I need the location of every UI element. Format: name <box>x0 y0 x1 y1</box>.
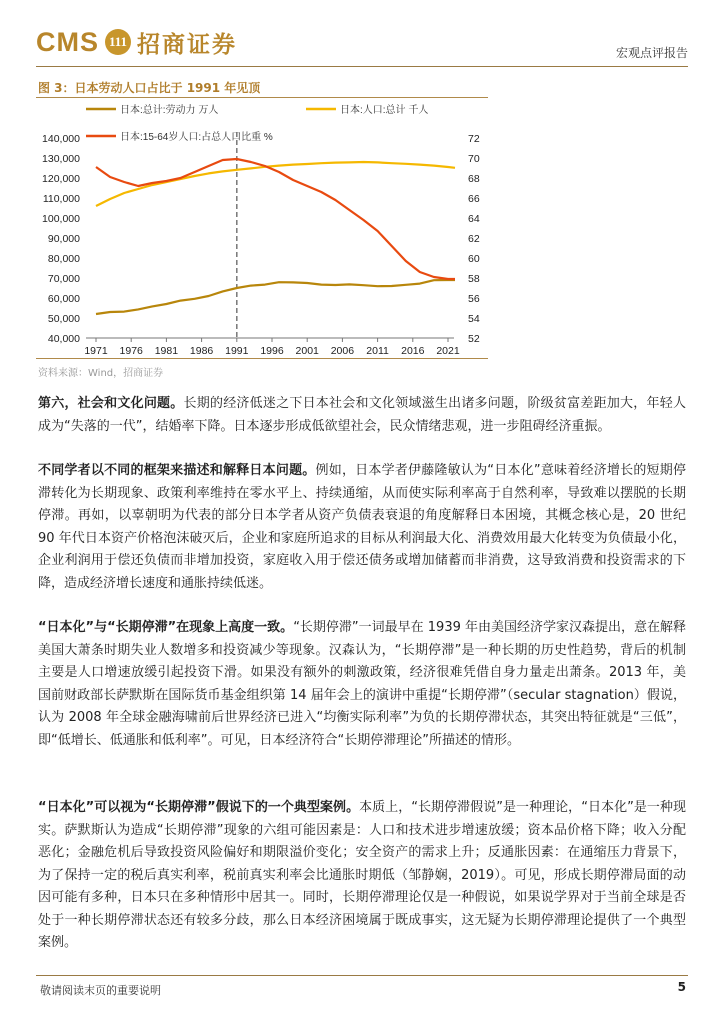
x-tick-label: 1976 <box>119 345 143 357</box>
right-tick-label: 70 <box>468 153 480 165</box>
header-divider <box>36 66 688 67</box>
line-chart <box>36 98 488 358</box>
chart-series <box>96 159 455 314</box>
legend-label: 日本:15-64岁人口:占总人口比重 % <box>120 132 273 143</box>
x-tick-label: 1986 <box>189 345 214 357</box>
x-tick-label: 2011 <box>366 345 389 357</box>
right-tick-label: 62 <box>468 233 480 245</box>
left-tick-label: 40,000 <box>47 333 80 345</box>
footer-disclaimer: 敬请阅读末页的重要说明 <box>40 984 161 997</box>
right-tick-label: 52 <box>468 333 480 345</box>
paragraph-text: 长期的经济低迷之下日本社会和文化领域滋生出诸多问题，阶级贫富差距加大，年轻人成为“失落的一代”，结婚率下降。日本逐步形成低欲望社会，民众情绪悲观，进一步阻碍经济重振。 <box>38 396 686 434</box>
right-tick-label: 72 <box>468 133 480 145</box>
left-tick-label: 70,000 <box>47 273 80 285</box>
right-tick-label: 68 <box>468 173 480 185</box>
left-tick-label: 50,000 <box>47 313 80 325</box>
x-tick-label: 2006 <box>330 345 355 357</box>
x-tick-label: 1981 <box>154 345 179 357</box>
paragraph-frameworks <box>38 460 686 595</box>
logo-latin: CMS <box>36 26 99 57</box>
logo-chinese: 招商证券 <box>137 31 237 58</box>
paragraph-lead: “日本化”可以视为“长期停滞”假说下的一个典型案例。 <box>38 800 360 815</box>
left-tick-label: 130,000 <box>42 153 80 165</box>
legend-label: 日本:人口:总计 千人 <box>340 105 429 116</box>
chart-legend <box>86 103 428 143</box>
left-tick-label: 110,000 <box>42 193 80 205</box>
left-tick-label: 120,000 <box>42 173 80 185</box>
right-tick-label: 64 <box>468 213 480 225</box>
paragraph-lead: 不同学者以不同的框架来描述和解释日本问题。 <box>38 463 316 478</box>
paragraph-text: 例如，日本学者伊藤隆敏认为“日本化”意味着经济增长的短期停滞转化为长期现象、政策利率维持在零水平上、持续通缩，从而使实际利率高于自然利率，导致难以摆脱的长期停滞。再如，以辜朝明为代表的部分日本学者从资产负债表衰退的角度解释日本困境，其概念核心是，20 世纪 90 年代日本资产价格泡沫破灭后，企业和家庭所追求的目标从利润最大化、消费效用最大化转变为负债最小化，企业利润用于偿还负债而非增加投资，家庭收入用于偿还债务或增加储蓄而非消费，这导致消费和投资需求的下降，造成经济增长速度和通胀持续低迷。 <box>38 463 686 591</box>
left-tick-label: 60,000 <box>47 293 80 305</box>
figure-rule-bottom <box>36 358 488 359</box>
series-line-3 <box>96 159 455 279</box>
figure-source: 资料来源：Wind，招商证券 <box>38 368 164 379</box>
right-tick-label: 54 <box>468 313 480 325</box>
left-tick-label: 140,000 <box>42 133 80 145</box>
right-tick-label: 60 <box>468 253 480 265</box>
paragraph-japanification-stagnation <box>38 617 686 752</box>
figure-title: 图 3：日本劳动人口占比于 1991 年见顶 <box>38 81 261 95</box>
right-tick-label: 56 <box>468 293 480 305</box>
paragraph-lead: “日本化”与“长期停滞”在现象上高度一致。 <box>38 620 294 635</box>
left-tick-label: 80,000 <box>47 253 80 265</box>
right-tick-label: 66 <box>468 193 480 205</box>
left-axis <box>42 133 80 345</box>
page-number: 5 <box>677 980 686 994</box>
paragraph-text: 本质上，“长期停滞假说”是一种理论，“日本化”是一种现实。萨默斯认为造成“长期停滞”现象的六组可能因素是：人口和技术进步增速放缓；资本品价格下降；收入分配恶化；金融危机后导致投资风险偏好和期限溢价变化；安全资产的需求上升；反通胀因素：在通缩压力背景下，为了保持一定的税后真实利率，税前真实利率会比通胀时期低（邹静娴，2019）。可见，形成长期停滞局面的动因可能有多种，日本只在多种情形中居其一。同时，长期停滞理论仅是一种假说，如果说学界对于当前全球是否处于一种长期停滞状态还有较多分歧，那么日本经济困境属于既成事实，这无疑为长期停滞理论提供了一个典型案例。 <box>38 800 686 950</box>
x-tick-label: 1991 <box>225 345 249 357</box>
x-tick-label: 2016 <box>401 345 425 357</box>
x-tick-label: 2001 <box>295 345 319 357</box>
paragraph-text: “长期停滞”一词最早在 1939 年由美国经济学家汉森提出，意在解释美国大萧条时期失业人数增多和投资减少等现象。汉森认为，“长期停滞”是一种长期的历史性趋势，背后的机制主要是人口增速放缓引起投资下滑。如果没有额外的刺激政策，经济很难凭借自身力量走出萧条。2013 年，美国前财政部长萨默斯在国际货币基金组织第 14 届年会上的演讲中重提“长期停滞”（secular stagnation）假说，认为 2008 年全球金融海啸前后世界经济已进入“均衡实际利率”为负的长期停滞状态，其突出特征就是“三低”，即“低增长、低通胀和低利率”。可见，日本经济符合“长期停滞理论”所描述的情形。 <box>38 620 687 748</box>
x-tick-label: 1996 <box>260 345 284 357</box>
right-axis <box>468 133 480 345</box>
series-line-1 <box>96 280 455 314</box>
x-tick-label: 2021 <box>436 345 460 357</box>
legend-label: 日本:总计:劳动力 万人 <box>120 105 219 116</box>
paragraph-social-culture <box>38 393 686 438</box>
company-logo <box>36 26 237 58</box>
logo-badge-icon: 111 <box>105 29 131 55</box>
paragraph-lead: 第六，社会和文化问题。 <box>38 396 184 411</box>
left-tick-label: 100,000 <box>42 213 80 225</box>
report-type: 宏观点评报告 <box>615 46 688 60</box>
x-tick-label: 1971 <box>84 345 108 357</box>
footer-divider <box>36 975 688 976</box>
left-tick-label: 90,000 <box>47 233 80 245</box>
x-axis <box>84 338 460 357</box>
paragraph-typical-case <box>38 797 686 955</box>
right-tick-label: 58 <box>468 273 480 285</box>
